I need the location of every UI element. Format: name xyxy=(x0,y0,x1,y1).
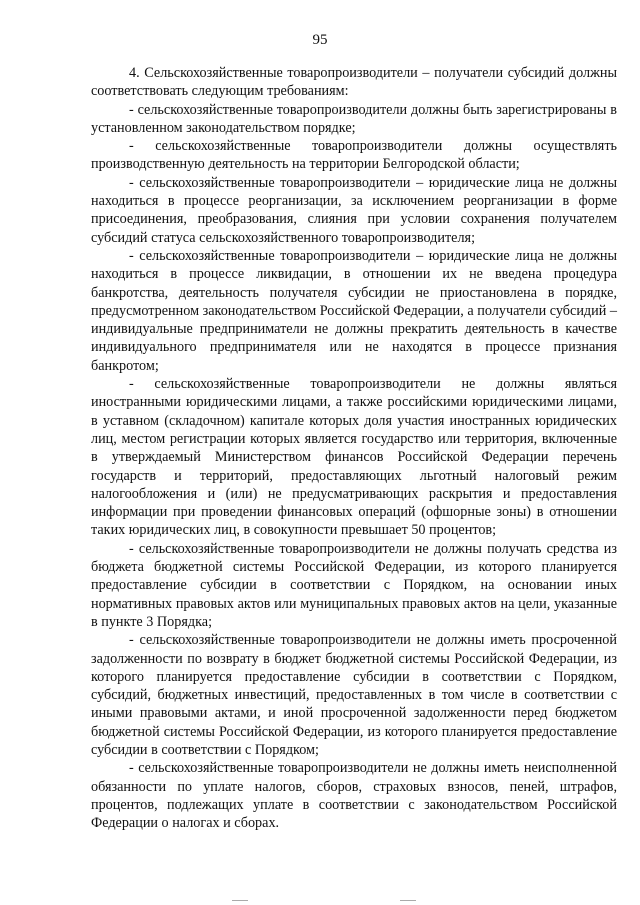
document-body xyxy=(91,64,617,832)
paragraph-tax-obligations: - сельскохозяйственные товаропроизводители не должны иметь неисполненной обязанности по уплате налогов, сборов, страховых взносов, пеней, штрафов, процентов, подлежащих уплате в соответствии с законодательством Российской Федерации о налогах и сборах. xyxy=(91,760,617,832)
paragraph-liquidation: - сельскохозяйственные товаропроизводители – юридические лица не должны находиться в процессе ликвидации, в отношении их не введена процедура банкротства, деятельность получателя субсидии не приостановлена в порядке, предусмотренном законодательством Российской Федерации, а получатели субсидий – индивидуальные предприниматели не должны прекратить деятельность в качестве индивидуального предпринимателя или не находятся в процессе признания банкротом; xyxy=(91,247,617,374)
paragraph-reorganization: - сельскохозяйственные товаропроизводители – юридические лица не должны находиться в процессе реорганизации, за исключением реорганизации в форме присоединения, преобразования, слияния при условии сохранения получателем субсидий статуса сельскохозяйственного товаропроизводителя; xyxy=(91,174,617,246)
page-number: 95 xyxy=(312,32,328,48)
paragraph-overdue-debt: - сельскохозяйственные товаропроизводители не должны иметь просроченной задолженности по возврату в бюджет бюджетной системы Российской Федерации, из которого планируется предоставление субсидии в соответствии с Порядком, субсидий, бюджетных инвестиций, предоставленных в том числе в соответствии с иными правовыми актами, и иной просроченной задолженности перед бюджетом бюджетной системы Российской Федерации, из которого планируется предоставление субсидии в соответствии с Порядком; xyxy=(91,632,617,758)
scan-mark xyxy=(232,900,248,901)
paragraph-other-funding: - сельскохозяйственные товаропроизводители не должны получать средства из бюджета бюджетной системы Российской Федерации, из которого планируется предоставление субсидии в соответствии с Порядком, на основании иных нормативных правовых актов или муниципальных правовых актов на цели, указанные в пункте 3 Порядка; xyxy=(91,540,617,630)
paragraph-foreign-entities: - сельскохозяйственные товаропроизводители не должны являться иностранными юридическими лицами, а также российскими юридическими лицами, в уставном (складочном) капитале которых доля участия иностранных юридических лиц, местом регистрации которых является государство или территория, включенные в утверждаемый Министерством финансов Российской Федерации перечень государств и территорий, предоставляющих льготный налоговый режим налогообложения и (или) не предусматривающих раскрытия и предоставления информации при проведении финансовых операций (офшорные зоны) в отношении таких юридических лиц, в совокупности превышает 50 процентов; xyxy=(91,376,617,539)
paragraph-requirements-intro: 4. Сельскохозяйственные товаропроизводители – получатели субсидий должны соответствовать следующим требованиям: xyxy=(91,65,617,100)
paragraph-territory: - сельскохозяйственные товаропроизводители должны осуществлять производственную деятельность на территории Белгородской области; xyxy=(91,138,617,173)
scan-mark xyxy=(400,900,416,901)
paragraph-registration: - сельскохозяйственные товаропроизводители должны быть зарегистрированы в установленном законодательством порядке; xyxy=(91,101,617,136)
